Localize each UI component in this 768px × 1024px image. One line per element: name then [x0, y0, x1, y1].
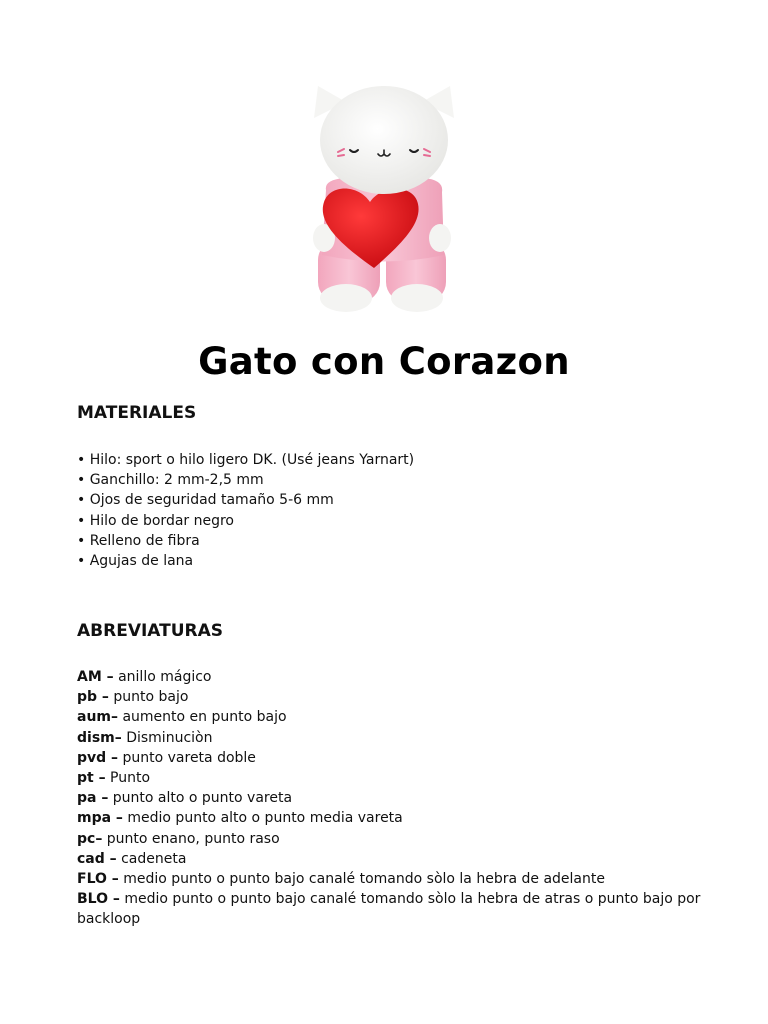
- page-title: Gato con Corazon: [198, 340, 570, 383]
- abbreviation-desc: punto vareta doble: [118, 749, 256, 766]
- abbreviation-item: [77, 707, 717, 727]
- abbreviation-item: [77, 869, 717, 889]
- abbreviation-key: aum–: [77, 709, 119, 726]
- abbreviation-key: BLO –: [77, 891, 120, 908]
- materials-item: • Hilo de bordar negro: [77, 512, 235, 529]
- materials-list: [77, 450, 414, 571]
- abbreviation-desc: punto enano, punto raso: [102, 830, 280, 847]
- abbreviation-desc: Disminuciòn: [121, 729, 213, 746]
- abbreviations-list: [77, 667, 717, 930]
- abbreviation-item: [77, 687, 717, 707]
- materials-item: • Agujas de lana: [77, 553, 194, 570]
- abbreviation-item: [77, 808, 717, 828]
- cat-head: [320, 86, 448, 194]
- abbreviation-desc: medio punto o punto bajo canalé tomando sòlo la hebra de adelante: [118, 871, 605, 888]
- abbreviation-desc: Punto: [105, 770, 151, 787]
- abbreviation-desc: punto bajo: [108, 689, 189, 706]
- materials-item: • Hilo: sport o hilo ligero DK. (Usé jeans Yarnart): [77, 452, 415, 468]
- abbreviation-item: [77, 829, 717, 849]
- abbreviation-desc: medio punto alto o punto media vareta: [122, 810, 403, 827]
- abbreviation-key: pt –: [77, 770, 106, 787]
- abbreviations-heading: ABREVIATURAS: [77, 621, 224, 641]
- materials-item: • Ganchillo: 2 mm-2,5 mm: [77, 472, 264, 489]
- abbreviation-desc: cadeneta: [116, 850, 187, 867]
- abbreviation-item: [77, 748, 717, 768]
- abbreviation-item: [77, 889, 717, 929]
- materials-item: • Ojos de seguridad tamaño 5-6 mm: [77, 492, 334, 509]
- abbreviation-key: pb –: [77, 689, 109, 706]
- abbreviation-item: [77, 728, 717, 748]
- abbreviation-item: [77, 667, 717, 687]
- abbreviation-key: cad –: [77, 850, 117, 867]
- abbreviation-desc: punto alto o punto vareta: [108, 790, 293, 807]
- abbreviation-item: [77, 788, 717, 808]
- abbreviation-key: pc–: [77, 830, 103, 847]
- abbreviation-key: dism–: [77, 729, 122, 746]
- abbreviation-desc: medio punto o punto bajo canalé tomando sòlo la hebra de atras o punto bajo por backloop: [77, 891, 701, 928]
- abbreviation-key: AM –: [77, 669, 114, 685]
- abbreviation-key: FLO –: [77, 871, 119, 888]
- abbreviation-desc: aumento en punto bajo: [118, 709, 287, 726]
- abbreviation-key: pa –: [77, 790, 109, 807]
- abbreviation-item: [77, 768, 717, 788]
- materials-heading: MATERIALES: [77, 403, 197, 423]
- abbreviation-item: [77, 849, 717, 869]
- amigurumi-cat-image: [304, 80, 464, 320]
- abbreviation-key: mpa –: [77, 810, 123, 827]
- abbreviation-key: pvd –: [77, 749, 119, 766]
- abbreviation-desc: anillo mágico: [113, 669, 212, 685]
- materials-item: • Relleno de fibra: [77, 532, 200, 549]
